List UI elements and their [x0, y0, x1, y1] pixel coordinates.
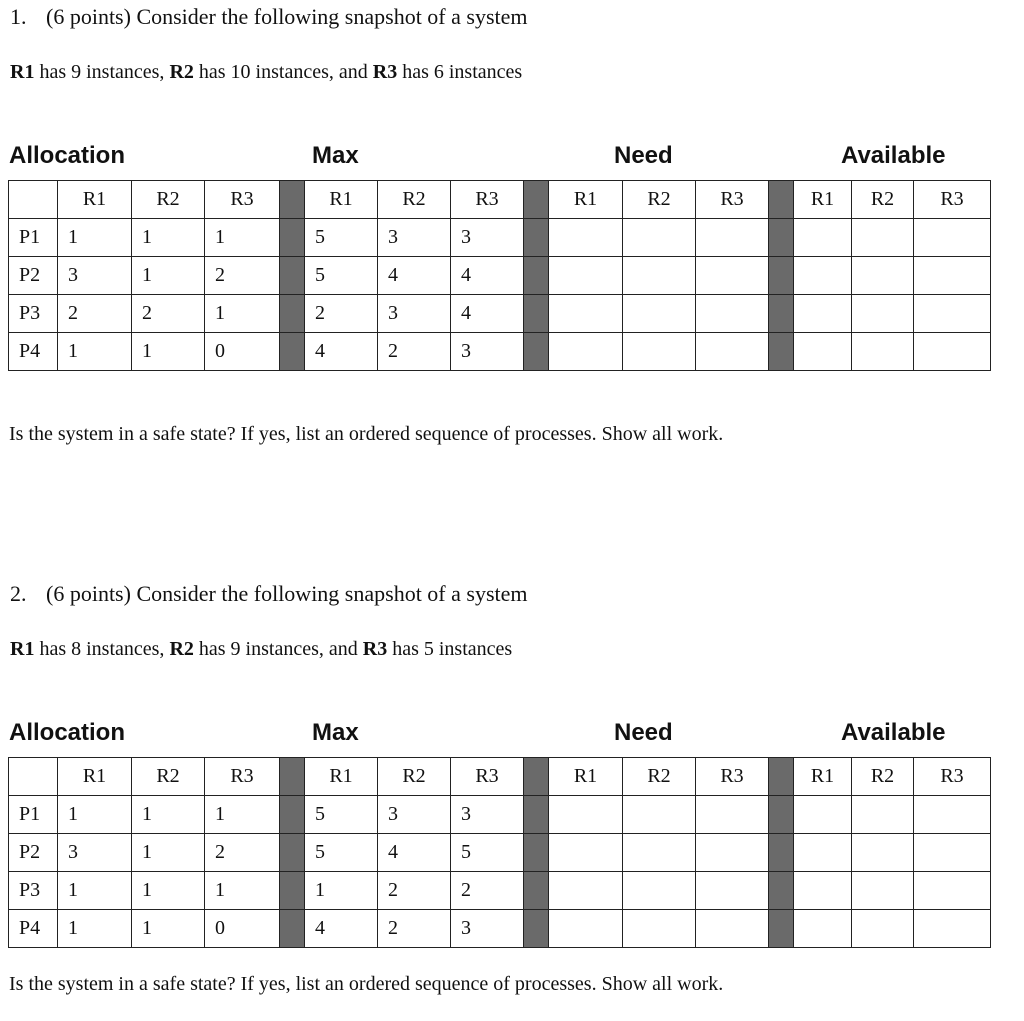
available-cell [794, 333, 852, 371]
table-row [9, 834, 991, 872]
allocation-cell: 2 [132, 295, 205, 333]
problem-1-question: Is the system in a safe state? If yes, list an ordered sequence of processes. Show all work. [9, 423, 724, 445]
corner-cell [9, 181, 58, 219]
separator [524, 333, 549, 371]
max-cell: 4 [451, 295, 524, 333]
allocation-cell: 2 [205, 834, 280, 872]
separator [280, 758, 305, 796]
r3-instances-text: has 5 instances [387, 638, 513, 660]
max-cell: 4 [305, 910, 378, 948]
alloc-col-r1: R1 [58, 181, 132, 219]
max-cell: 2 [305, 295, 378, 333]
need-cell [696, 219, 769, 257]
r2-label: R2 [169, 638, 194, 660]
available-cell [914, 257, 991, 295]
table-row [9, 796, 991, 834]
process-label: P3 [9, 872, 58, 910]
max-cell: 3 [451, 910, 524, 948]
allocation-cell: 1 [132, 333, 205, 371]
available-cell [852, 834, 914, 872]
problem-2-number: 2. [10, 581, 27, 606]
max-cell: 1 [305, 872, 378, 910]
need-cell [623, 910, 696, 948]
max-cell: 4 [305, 333, 378, 371]
separator [280, 834, 305, 872]
separator [769, 219, 794, 257]
available-cell [914, 834, 991, 872]
table-header-row [9, 758, 991, 796]
problem-2-prompt: (6 points) Consider the following snapshot of a system [46, 581, 528, 606]
allocation-cell: 0 [205, 910, 280, 948]
available-cell [794, 796, 852, 834]
available-header: Available [841, 719, 946, 746]
avail-col-r1: R1 [794, 181, 852, 219]
max-cell: 2 [378, 333, 451, 371]
separator [769, 872, 794, 910]
max-col-r1: R1 [305, 181, 378, 219]
max-header: Max [312, 719, 359, 746]
avail-col-r1: R1 [794, 758, 852, 796]
allocation-cell: 0 [205, 333, 280, 371]
problem-2-instances [10, 638, 512, 661]
process-label: P4 [9, 910, 58, 948]
need-col-r1: R1 [549, 758, 623, 796]
need-cell [549, 796, 623, 834]
avail-col-r3: R3 [914, 758, 991, 796]
need-cell [696, 295, 769, 333]
need-cell [623, 834, 696, 872]
available-cell [794, 910, 852, 948]
max-cell: 3 [451, 219, 524, 257]
need-cell [549, 910, 623, 948]
available-cell [794, 257, 852, 295]
max-cell: 2 [378, 910, 451, 948]
separator [524, 910, 549, 948]
available-cell [852, 295, 914, 333]
allocation-header: Allocation [9, 719, 126, 746]
separator [769, 295, 794, 333]
available-cell [852, 910, 914, 948]
available-cell [852, 796, 914, 834]
bankers-table-1 [8, 180, 991, 371]
need-cell [549, 834, 623, 872]
separator [769, 181, 794, 219]
r2-instances-text: has 10 instances, and [193, 61, 373, 83]
allocation-cell: 1 [58, 333, 132, 371]
available-cell [794, 295, 852, 333]
separator [280, 181, 305, 219]
need-cell [696, 872, 769, 910]
separator [769, 834, 794, 872]
max-col-r1: R1 [305, 758, 378, 796]
alloc-col-r3: R3 [205, 181, 280, 219]
table-row [9, 219, 991, 257]
table-row [9, 333, 991, 371]
allocation-cell: 3 [58, 834, 132, 872]
separator [524, 181, 549, 219]
separator [280, 333, 305, 371]
avail-col-r3: R3 [914, 181, 991, 219]
alloc-col-r2: R2 [132, 181, 205, 219]
separator [280, 796, 305, 834]
problem-1-instances [10, 61, 522, 84]
available-cell [794, 872, 852, 910]
need-cell [623, 295, 696, 333]
allocation-cell: 1 [132, 910, 205, 948]
r1-instances-text: has 8 instances, [34, 638, 170, 660]
max-header: Max [312, 142, 359, 169]
allocation-cell: 1 [132, 796, 205, 834]
avail-col-r2: R2 [852, 181, 914, 219]
table-row [9, 910, 991, 948]
r3-label: R3 [372, 61, 398, 83]
allocation-cell: 1 [205, 295, 280, 333]
corner-cell [9, 758, 58, 796]
alloc-col-r3: R3 [205, 758, 280, 796]
need-cell [549, 219, 623, 257]
available-cell [852, 872, 914, 910]
available-cell [794, 219, 852, 257]
table-header-row [9, 181, 991, 219]
process-label: P2 [9, 257, 58, 295]
max-cell: 5 [305, 796, 378, 834]
max-cell: 2 [451, 872, 524, 910]
r3-label: R3 [362, 638, 388, 660]
need-col-r2: R2 [623, 758, 696, 796]
allocation-cell: 1 [58, 910, 132, 948]
need-cell [623, 257, 696, 295]
separator [280, 295, 305, 333]
need-cell [623, 333, 696, 371]
process-label: P3 [9, 295, 58, 333]
allocation-cell: 1 [58, 219, 132, 257]
max-cell: 3 [378, 295, 451, 333]
need-header: Need [614, 719, 673, 746]
avail-col-r2: R2 [852, 758, 914, 796]
available-header: Available [841, 142, 946, 169]
max-col-r2: R2 [378, 181, 451, 219]
allocation-cell: 1 [205, 219, 280, 257]
max-cell: 3 [378, 796, 451, 834]
max-cell: 5 [305, 219, 378, 257]
process-label: P1 [9, 219, 58, 257]
separator [524, 257, 549, 295]
max-cell: 4 [451, 257, 524, 295]
separator [769, 796, 794, 834]
available-cell [914, 333, 991, 371]
allocation-header: Allocation [9, 142, 126, 169]
need-col-r2: R2 [623, 181, 696, 219]
max-cell: 3 [451, 796, 524, 834]
problem-1-prompt: (6 points) Consider the following snapshot of a system [46, 4, 528, 29]
available-cell [852, 219, 914, 257]
max-cell: 4 [378, 257, 451, 295]
allocation-cell: 3 [58, 257, 132, 295]
alloc-col-r2: R2 [132, 758, 205, 796]
need-cell [696, 796, 769, 834]
need-cell [696, 333, 769, 371]
allocation-cell: 2 [205, 257, 280, 295]
separator [280, 872, 305, 910]
need-cell [623, 219, 696, 257]
need-col-r1: R1 [549, 181, 623, 219]
problem-1-heading [10, 4, 528, 30]
need-col-r3: R3 [696, 758, 769, 796]
r1-label: R1 [10, 61, 35, 83]
separator [524, 796, 549, 834]
max-cell: 2 [378, 872, 451, 910]
max-col-r3: R3 [451, 758, 524, 796]
separator [769, 257, 794, 295]
process-label: P4 [9, 333, 58, 371]
process-label: P2 [9, 834, 58, 872]
available-cell [914, 295, 991, 333]
separator [280, 219, 305, 257]
allocation-cell: 2 [58, 295, 132, 333]
max-cell: 3 [451, 333, 524, 371]
allocation-cell: 1 [58, 872, 132, 910]
available-cell [914, 796, 991, 834]
available-cell [914, 219, 991, 257]
allocation-cell: 1 [132, 219, 205, 257]
table-row [9, 872, 991, 910]
separator [769, 333, 794, 371]
separator [524, 834, 549, 872]
need-cell [623, 796, 696, 834]
need-cell [696, 834, 769, 872]
r1-instances-text: has 9 instances, [34, 61, 170, 83]
max-cell: 4 [378, 834, 451, 872]
separator [524, 295, 549, 333]
allocation-cell: 1 [58, 796, 132, 834]
available-cell [794, 834, 852, 872]
max-cell: 5 [305, 257, 378, 295]
separator [524, 872, 549, 910]
available-cell [852, 257, 914, 295]
need-col-r3: R3 [696, 181, 769, 219]
available-cell [852, 333, 914, 371]
max-cell: 3 [378, 219, 451, 257]
problem-2-question: Is the system in a safe state? If yes, list an ordered sequence of processes. Show all work. [9, 973, 724, 995]
r2-label: R2 [169, 61, 194, 83]
alloc-col-r1: R1 [58, 758, 132, 796]
r2-instances-text: has 9 instances, and [193, 638, 363, 660]
need-cell [549, 257, 623, 295]
separator [524, 219, 549, 257]
problem-2-heading [10, 581, 528, 607]
separator [769, 910, 794, 948]
r3-instances-text: has 6 instances [397, 61, 523, 83]
available-cell [914, 872, 991, 910]
need-header: Need [614, 142, 673, 169]
problem-1-number: 1. [10, 4, 27, 29]
allocation-cell: 1 [132, 834, 205, 872]
allocation-cell: 1 [132, 872, 205, 910]
need-cell [696, 910, 769, 948]
separator [524, 758, 549, 796]
table-row [9, 295, 991, 333]
r1-label: R1 [10, 638, 35, 660]
max-col-r3: R3 [451, 181, 524, 219]
allocation-cell: 1 [205, 872, 280, 910]
max-cell: 5 [305, 834, 378, 872]
max-cell: 5 [451, 834, 524, 872]
need-cell [696, 257, 769, 295]
max-col-r2: R2 [378, 758, 451, 796]
need-cell [549, 295, 623, 333]
available-cell [914, 910, 991, 948]
need-cell [549, 872, 623, 910]
need-cell [549, 333, 623, 371]
process-label: P1 [9, 796, 58, 834]
table-row [9, 257, 991, 295]
separator [280, 257, 305, 295]
separator [769, 758, 794, 796]
bankers-table-2 [8, 757, 991, 948]
need-cell [623, 872, 696, 910]
allocation-cell: 1 [205, 796, 280, 834]
allocation-cell: 1 [132, 257, 205, 295]
separator [280, 910, 305, 948]
